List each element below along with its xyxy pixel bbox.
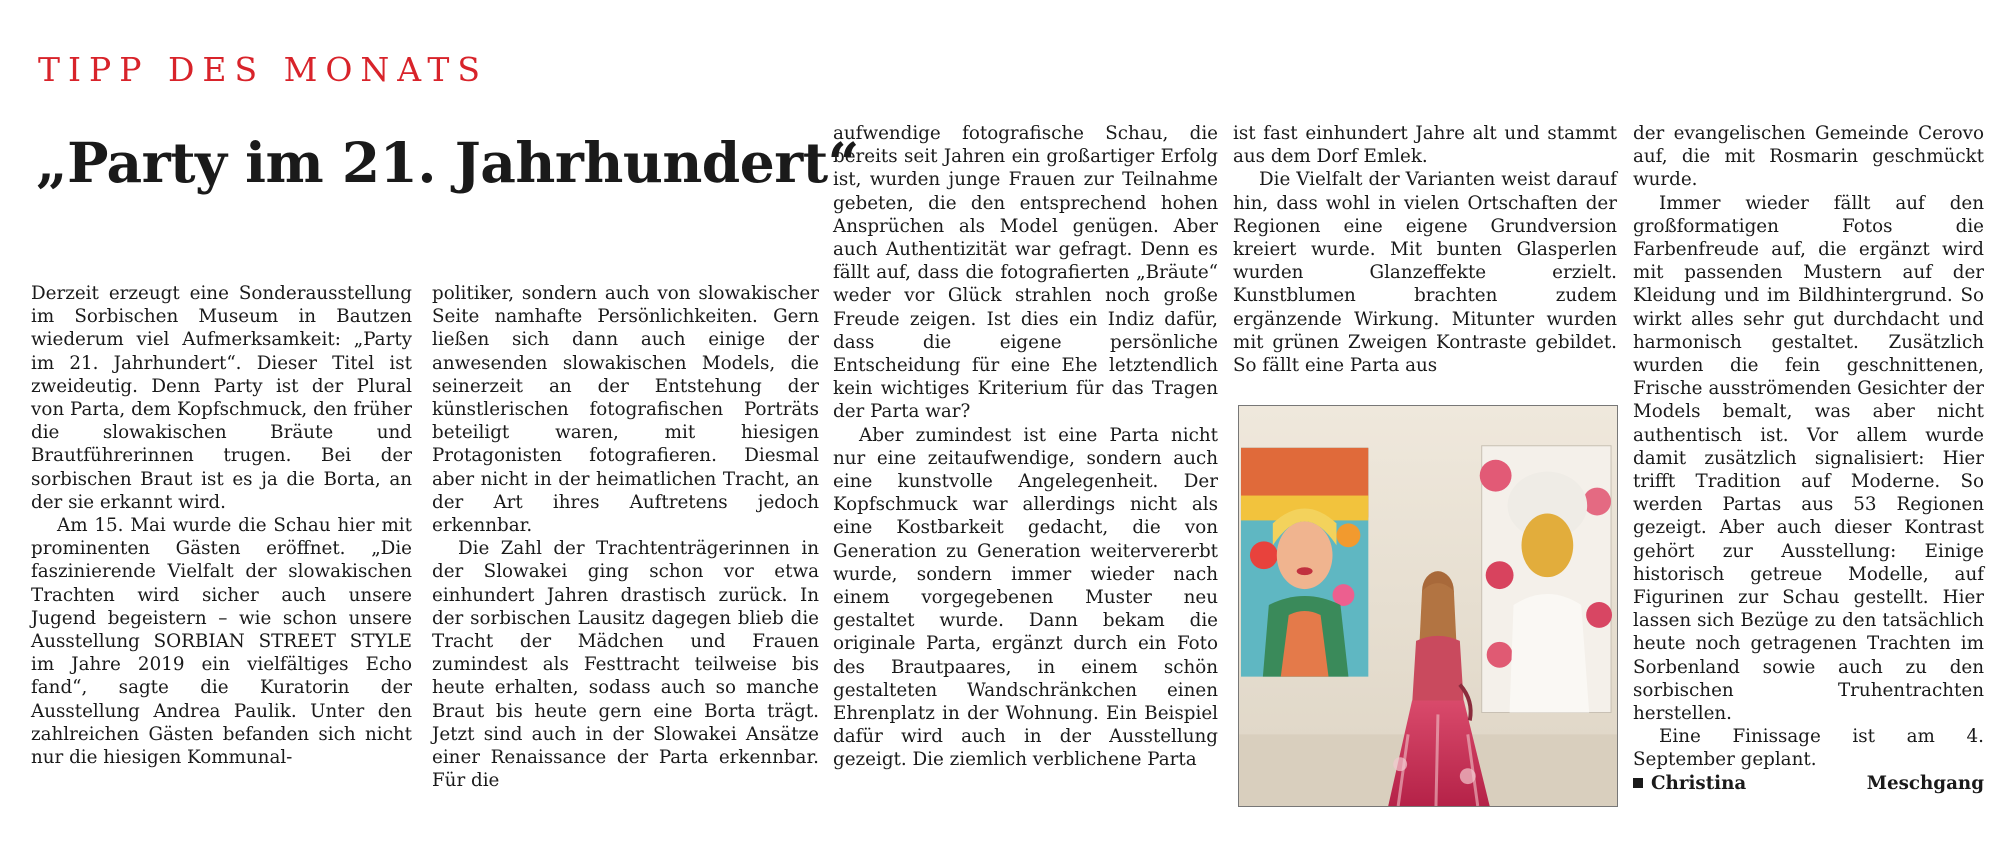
- article-column-3: [833, 122, 1218, 772]
- article-column-1: [31, 282, 412, 769]
- article-column-5: [1633, 122, 1984, 795]
- byline-square-icon: [1633, 778, 1643, 788]
- left-portrait: [1241, 448, 1368, 677]
- paragraph: Die Vielfalt der Varianten weist darauf hin, dass wohl in vielen Ortschaften der Regionen eine eigene Grundversion kreiert wurde. Mit bunten Glasperlen wurden Glanzeffekte erzielt. Kunstblumen brachten zudem ergänzende Wirkung. Mitunter wurden mit grünen Zweigen Kontraste gebildet. So fällt eine Parta aus: [1233, 169, 1617, 377]
- paragraph: der evangelischen Gemeinde Cerovo auf, die mit Rosmarin geschmückt wurde.: [1633, 123, 1984, 191]
- author-name: Christina Meschgang: [1651, 772, 1984, 794]
- paragraph: Am 15. Mai wurde die Schau hier mit prominenten Gästen eröffnet. „Die faszinierende Vielfalt der slowakischen Trachten wird sicher auch unsere Jugend begeistern – wie schon unsere Ausstellung SORBIAN STREET STYLE im Jahre 2019 ein vielfältiges Echo fand“, sagte die Kuratorin der Ausstellung Andrea Paulik. Unter den zahlreichen Gästen befanden sich nicht nur die hiesigen Kommunal-: [31, 515, 412, 769]
- paragraph: aufwendige fotografische Schau, die bereits seit Jahren ein großartiger Erfolg ist, wurden junge Frauen zur Teilnahme gebeten, die den entsprechend hohen Ansprüchen als Model genügen. Aber auch Authentizität war gefragt. Denn es fällt auf, dass die fotografierten „Bräute“ weder vor Glück strahlen noch große Freude zeigen. Ist dies ein Indiz dafür, dass die eigene persönliche Entscheidung für eine Ehe letztendlich kein wichtiges Kriterium für das Tragen der Parta war?: [833, 123, 1218, 423]
- section-kicker: TIPP DES MONATS: [38, 50, 488, 89]
- article-column-4: [1233, 122, 1617, 377]
- paragraph: Aber zumindest ist eine Parta nicht nur eine zeitaufwendige, sondern auch eine kunstvolle Angelegenheit. Der Kopfschmuck war allerdings nicht als eine Kostbarkeit gedacht, die von Generation zu Generation weitervererbt wurde, sondern immer wieder nach einem vorgegebenen Muster neu gestaltet wurde. Dann bekam die originale Parta, ergänzt durch ein Foto des Brautpaares, in einem schön gestalteten Wandschränkchen einen Ehrenplatz in der Wohnung. Ein Beispiel dafür wird auch in der Ausstellung gezeigt. Die ziemlich verblichene Parta: [833, 424, 1218, 771]
- right-portrait: [1480, 446, 1612, 713]
- paragraph: Immer wieder fällt auf den großformatigen Fotos die Farbenfreude auf, die ergänzt wird mit passenden Mustern auf der Kleidung und im Bildhintergrund. So wirkt alles sehr gut durchdacht und harmonisch gestaltet. Zusätzlich wurden die fein geschnittenen, Frische ausströmenden Gesichter der Models bemalt, was aber nicht authentisch ist. Vor allem wurde damit zusätzlich signalisiert: Hier trifft Tradition auf Moderne. So werden Partas aus 53 Regionen gezeigt. Aber auch dieser Kontrast gehört zur Ausstellung: Einige historisch getreue Modelle, auf Figurinen zur Schau gestellt. Hier lassen sich Bezüge zu den tatsächlich heute noch getragenen Trachten im Sorbenland sowie auch zu den sorbischen Truhentrachten herstellen.: [1633, 192, 1984, 725]
- paragraph: politiker, sondern auch von slowakischer Seite namhafte Persönlichkeiten. Gern ließen sich dann auch einige der anwesenden slowakischen Models, die seinerzeit an der Entstehung der künstlerischen fotografischen Porträts beteiligt waren, mit hiesigen Protagonisten fotografieren. Diesmal aber nicht in der heimatlichen Tracht, an der Art ihres Auftretens jedoch erkennbar.: [432, 283, 819, 537]
- article-headline: „Party im 21. Jahrhundert“: [36, 130, 859, 195]
- exhibition-photo-illustration: [1239, 406, 1617, 806]
- article-column-2: [432, 282, 819, 792]
- paragraph: ist fast einhundert Jahre alt und stammt aus dem Dorf Emlek.: [1233, 123, 1617, 168]
- byline: [1633, 772, 1984, 795]
- paragraph: Derzeit erzeugt eine Sonderausstellung im Sorbischen Museum in Bautzen wiederum viel Aufmerksamkeit: „Party im 21. Jahrhundert“. Dieser Titel ist zweideutig. Denn Party ist der Plural von Parta, dem Kopfschmuck, den früher die slowakischen Bräute und Brautführerinnen trugen. Bei der sorbischen Braut ist es ja die Borta, an der sie erkannt wird.: [31, 283, 412, 513]
- paragraph: Die Zahl der Trachtenträgerinnen in der Slowakei ging schon vor etwa einhundert Jahren drastisch zurück. In der sorbischen Lausitz dagegen blieb die Tracht der Mädchen und Frauen zumindest als Festtracht teilweise bis heute erhalten, sodass auch so manche Braut bis heute gern eine Borta trägt. Jetzt sind auch in der Slowakei Ansätze einer Renaissance der Parta erkennbar. Für die: [432, 538, 819, 792]
- closing-paragraph: Eine Finissage ist am 4. September geplant.: [1633, 726, 1984, 771]
- exhibition-photo: [1238, 405, 1618, 807]
